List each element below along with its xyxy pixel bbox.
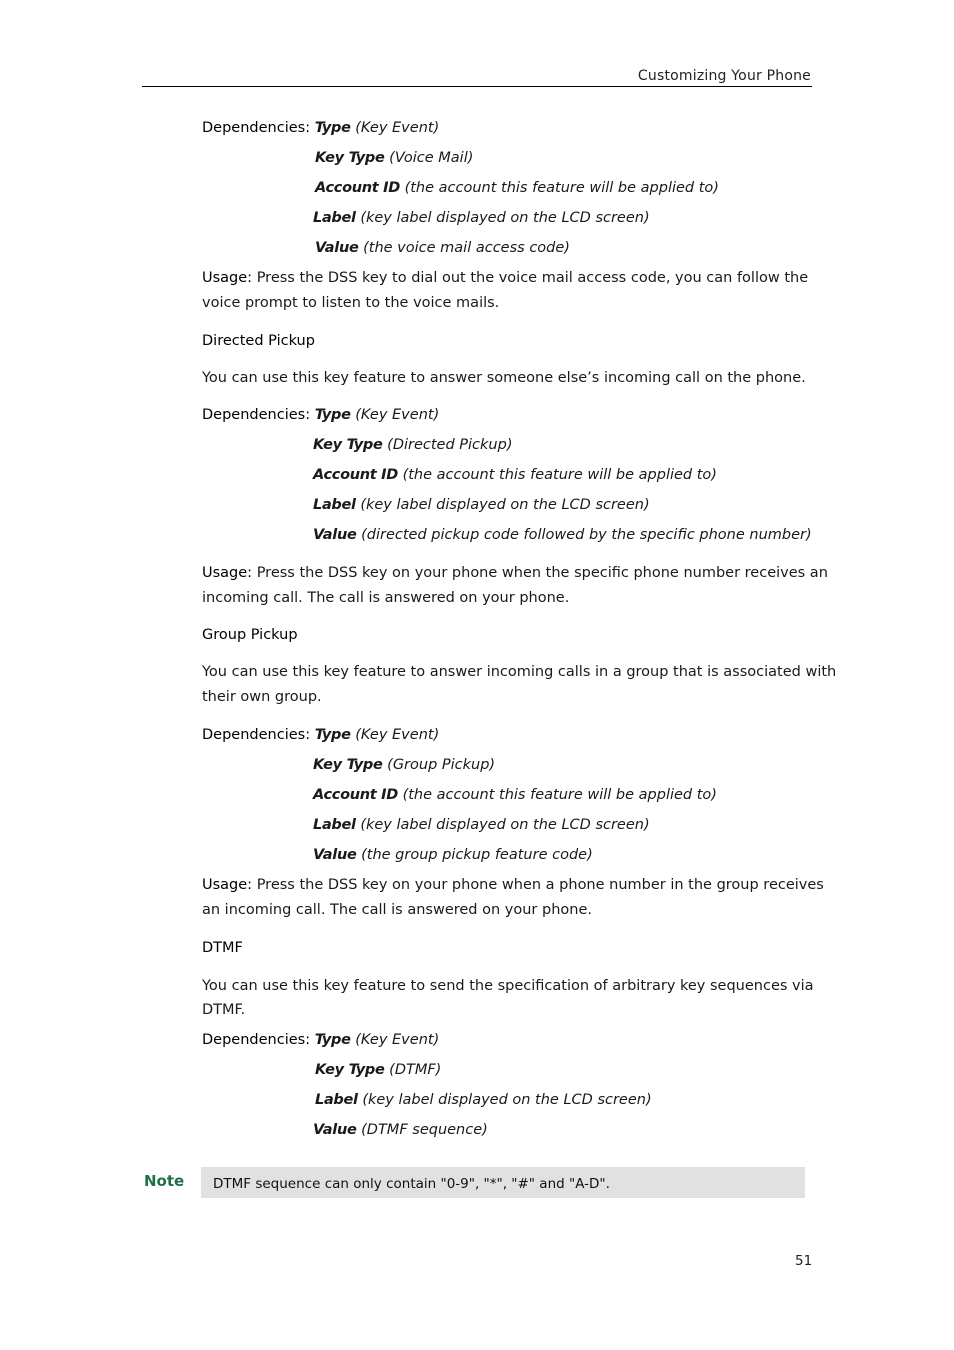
dep-term: Account ID <box>313 787 398 803</box>
directed-pickup-dep-label <box>313 495 650 515</box>
usage-label: Usage: <box>202 565 253 581</box>
dep-desc: (the account this feature will be applied to) <box>402 467 717 483</box>
dep-term: Label <box>313 817 356 833</box>
dtmf-intro-line1: You can use this key feature to send the specification of arbitrary key sequences via <box>202 978 814 994</box>
dep-desc: (directed pickup code followed by the specific phone number) <box>361 527 812 543</box>
dep-desc: (the account this feature will be applied to) <box>404 180 719 196</box>
dep-term: Value <box>313 1122 357 1138</box>
dep-term: Value <box>315 240 359 256</box>
group-pickup-usage-line1 <box>202 875 824 895</box>
directed-pickup-dep-account <box>313 465 717 485</box>
dep-desc: (Voice Mail) <box>389 150 474 166</box>
dep-term: Value <box>313 847 357 863</box>
group-pickup-dep-label <box>313 815 650 835</box>
directed-pickup-dep-keytype <box>313 435 512 455</box>
dep-desc: (key label displayed on the LCD screen) <box>360 210 650 226</box>
dep-term-type: Type <box>314 407 351 423</box>
dtmf-dep-label <box>315 1090 652 1110</box>
group-pickup-dep-keytype <box>313 755 495 775</box>
dep-term: Label <box>315 1092 358 1108</box>
dtmf-dependencies-row <box>202 1030 439 1050</box>
dep-term-type: Type <box>314 120 351 136</box>
dep-term-type: Type <box>314 727 351 743</box>
dep-term: Key Type <box>315 1062 385 1078</box>
page-number: 51 <box>795 1253 813 1269</box>
dep-term: Value <box>313 527 357 543</box>
group-pickup-usage-line2: an incoming call. The call is answered on your phone. <box>202 902 592 918</box>
dependencies-label: Dependencies: <box>202 1032 311 1048</box>
group-pickup-intro-line2: their own group. <box>202 689 322 705</box>
voicemail-dep-label <box>313 208 650 228</box>
dtmf-dep-value <box>313 1120 488 1140</box>
group-pickup-intro-line1: You can use this key feature to answer incoming calls in a group that is associated with <box>202 664 837 680</box>
dep-term: Key Type <box>315 150 385 166</box>
group-pickup-dep-value <box>313 845 593 865</box>
dep-desc-type: (Key Event) <box>355 1032 440 1048</box>
dep-term: Label <box>313 497 356 513</box>
dtmf-heading: DTMF <box>202 940 243 956</box>
running-header-title: Customizing Your Phone <box>637 68 811 84</box>
dep-desc: (key label displayed on the LCD screen) <box>360 817 650 833</box>
note-text: DTMF sequence can only contain "0-9", "*", "#" and "A-D". <box>213 1176 610 1192</box>
voicemail-usage-line1 <box>202 268 808 288</box>
dep-desc: (the account this feature will be applied to) <box>402 787 717 803</box>
directed-pickup-dependencies-row <box>202 405 439 425</box>
directed-pickup-dep-value <box>313 525 812 545</box>
directed-pickup-intro: You can use this key feature to answer someone else’s incoming call on the phone. <box>202 370 806 386</box>
dep-term: Label <box>313 210 356 226</box>
directed-pickup-usage-line2: incoming call. The call is answered on your phone. <box>202 590 570 606</box>
directed-pickup-heading: Directed Pickup <box>202 333 315 349</box>
dep-term: Key Type <box>313 757 383 773</box>
dtmf-dep-keytype <box>315 1060 441 1080</box>
dep-desc: (DTMF) <box>389 1062 442 1078</box>
dependencies-label: Dependencies: <box>202 407 311 423</box>
note-label: Note <box>144 1172 185 1190</box>
dep-desc: (DTMF sequence) <box>361 1122 488 1138</box>
dep-term: Account ID <box>315 180 400 196</box>
dep-desc: (Directed Pickup) <box>387 437 513 453</box>
dep-desc: (the group pickup feature code) <box>361 847 593 863</box>
dep-desc-type: (Key Event) <box>355 407 440 423</box>
dtmf-intro-line2: DTMF. <box>202 1002 246 1018</box>
group-pickup-heading: Group Pickup <box>202 627 298 643</box>
header-divider <box>142 86 812 87</box>
dependencies-label: Dependencies: <box>202 727 311 743</box>
usage-text: Press the DSS key on your phone when a phone number in the group receives <box>256 877 824 893</box>
dep-desc: (Group Pickup) <box>387 757 496 773</box>
dep-term-type: Type <box>314 1032 351 1048</box>
voicemail-dependencies-row <box>202 118 439 138</box>
dep-desc: (key label displayed on the LCD screen) <box>362 1092 652 1108</box>
dep-desc: (the voice mail access code) <box>363 240 570 256</box>
dep-desc-type: (Key Event) <box>355 120 440 136</box>
dep-term: Key Type <box>313 437 383 453</box>
voicemail-usage-line2: voice prompt to listen to the voice mails. <box>202 295 500 311</box>
voicemail-dep-value <box>315 238 570 258</box>
dependencies-label: Dependencies: <box>202 120 311 136</box>
dep-desc-type: (Key Event) <box>355 727 440 743</box>
dep-desc: (key label displayed on the LCD screen) <box>360 497 650 513</box>
usage-text: Press the DSS key to dial out the voice mail access code, you can follow the <box>256 270 809 286</box>
directed-pickup-usage-line1 <box>202 563 828 583</box>
usage-text: Press the DSS key on your phone when the specific phone number receives an <box>256 565 828 581</box>
group-pickup-dependencies-row <box>202 725 439 745</box>
usage-label: Usage: <box>202 270 253 286</box>
voicemail-dep-account <box>315 178 719 198</box>
dep-term: Account ID <box>313 467 398 483</box>
group-pickup-dep-account <box>313 785 717 805</box>
usage-label: Usage: <box>202 877 253 893</box>
voicemail-dep-keytype <box>315 148 473 168</box>
